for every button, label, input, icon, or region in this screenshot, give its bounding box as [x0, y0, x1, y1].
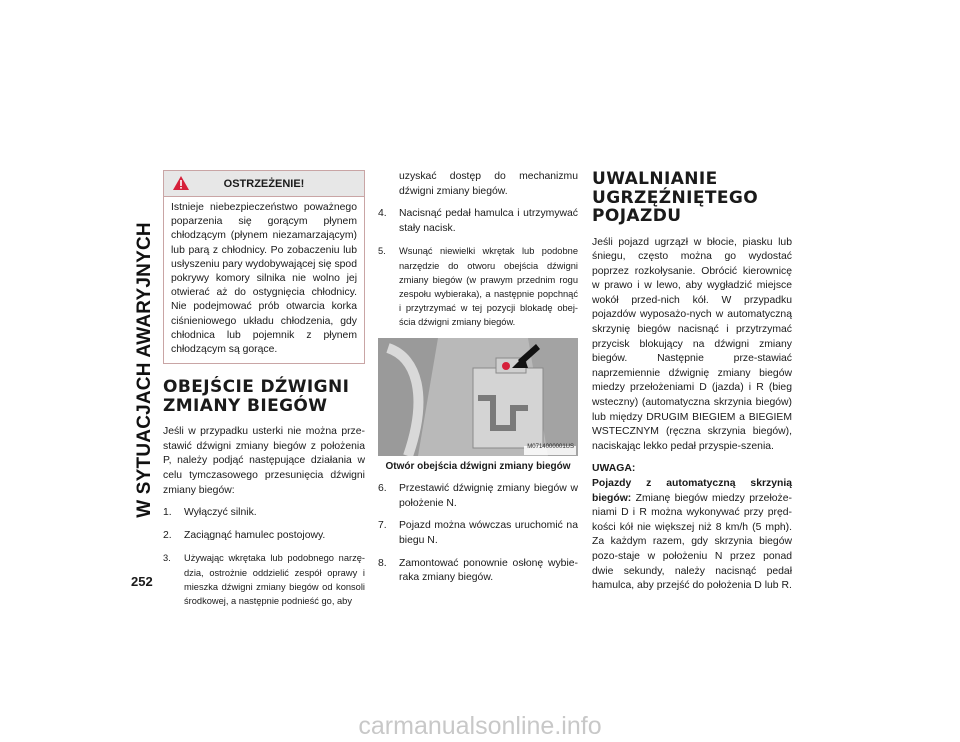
column-2	[378, 170, 578, 594]
figure-caption: Otwór obejścia dźwigni zmiany biegów	[385, 460, 571, 472]
chapter-title: W SYTUACJACH AWARYJNYCH	[134, 222, 155, 518]
section-heading-shift-override: OBEJŚCIE DŹWIGNI ZMIANY BIEGÓW	[163, 377, 350, 416]
note-lead: Pojazdy z automatyczną skrzynią biegów:	[592, 478, 792, 504]
list-item: 4. Nacisnąć pedał hamulca i utrzymywać stały nacisk.	[378, 208, 578, 234]
section-body: Jeśli pojazd ugrzązł w błocie, piasku lub śniegu, często można go wydostać poprzez rozkołysanie. Obrócić kierownicę w prawo i w lewo, aby wygładzić miejsce wokół przed-nich kół. W przypadku pojazdów wyposażo-nych w automatyczną skrzynię biegów nacisnąć i przytrzymać przycisk blokujący na dźwigni zmiany biegów. Następnie prze-stawiać naprzemiennie dźwignię zmiany biegów miedzy przełożeniami D (jazda) i R (bieg wsteczny) (automatyczna skrzynia biegów) lub między DRUGIM BIEGIEM a BIEGIEM WSTECZNYM (ręczna skrzynia biegów), naciskając lekko pedał przyspie-szenia.	[592, 236, 792, 452]
warning-title: OSTRZEŻENIE!	[223, 178, 305, 190]
note-text	[592, 477, 792, 594]
chapter-side-tab	[131, 170, 159, 570]
shifter-mechanism-illustration	[378, 338, 578, 456]
note-body: Zmianę biegów miedzy przełoże-niami D i R można wykonywać przy pręd-kości kół nie większej niż 8 km/h (5 mph). Za każdym razem, gdy skrzynia biegów pozo-staje w położeniu N przez ponad dwie sekundy, należy nacisnąć pedał hamulca, aby przejść do położenia D lub R.	[592, 492, 792, 592]
warning-text: Istnieje niebezpieczeństwo poważnego poparzenia się gorącym płynem chłodzącym (płynem niezamarzającym) lub parą z chłodnicy. Po zobaczeniu lub usłyszeniu pary wydobywającej się spod pokrywy komory silnika nie wolno jej otwierać aż do ostygnięcia chłodnicy. Nie podejmować prób otwarcia korka ciśnieniowego układu chłodzenia, gdy chłodnica lub pojemnik z płynem chłodzącym są gorące.	[171, 202, 357, 356]
warning-box	[163, 170, 365, 364]
warning-header	[164, 171, 364, 197]
list-item: 3. Używając wkrętaka lub podobnego narzę-dzia, ostrożnie oddzielić zespół oprawy i mieszka dźwigni zmiany biegów od konsoli środkowej, a następnie podnieść go, aby	[163, 553, 365, 606]
steps-list	[378, 482, 578, 586]
list-item: 6. Przestawić dźwignię zmiany biegów w położenie N.	[378, 483, 578, 509]
note-label: UWAGA:	[592, 463, 636, 475]
page-number: 252	[131, 574, 153, 589]
list-item: 5. Wsunąć niewielki wkrętak lub podobne narzędzie do otworu obejścia dźwigni zmiany biegów (w prawym przednim rogu zespołu wybieraka), a następnie popchnąć i przytrzymać w tej pozycji blokadę obej-ścia dźwigni zmiany biegów.	[378, 246, 578, 328]
step-continuation: uzyskać dostęp do mechanizmu dźwigni zmiany biegów.	[399, 171, 578, 197]
column-3	[592, 170, 792, 602]
list-item: 2. Zaciągnąć hamulec postojowy.	[163, 529, 326, 541]
column-1	[163, 170, 365, 616]
figure-code: M0714000001US	[527, 444, 574, 450]
section-heading-stuck-vehicle: UWALNIANIE UGRZĘŹNIĘTEGO POJAZDU	[592, 169, 759, 226]
section-intro: Jeśli w przypadku usterki nie można prze-stawić dźwigni zmiany biegów z położenia P, należy podjąć następujące działania w celu tymczasowego przesunięcia dźwigni zmiany biegów:	[163, 426, 365, 496]
shifter-override-photo	[378, 338, 578, 456]
list-item: 1. Wyłączyć silnik.	[163, 507, 257, 519]
steps-list	[378, 207, 578, 329]
list-item: 7. Pojazd można wówczas uruchomić na biegu N.	[378, 520, 578, 546]
watermark: carmanualsonline.info	[358, 712, 602, 740]
steps-list	[163, 506, 365, 608]
list-item: 8. Zamontować ponownie osłonę wybie-raka zmiany biegów.	[378, 557, 578, 584]
